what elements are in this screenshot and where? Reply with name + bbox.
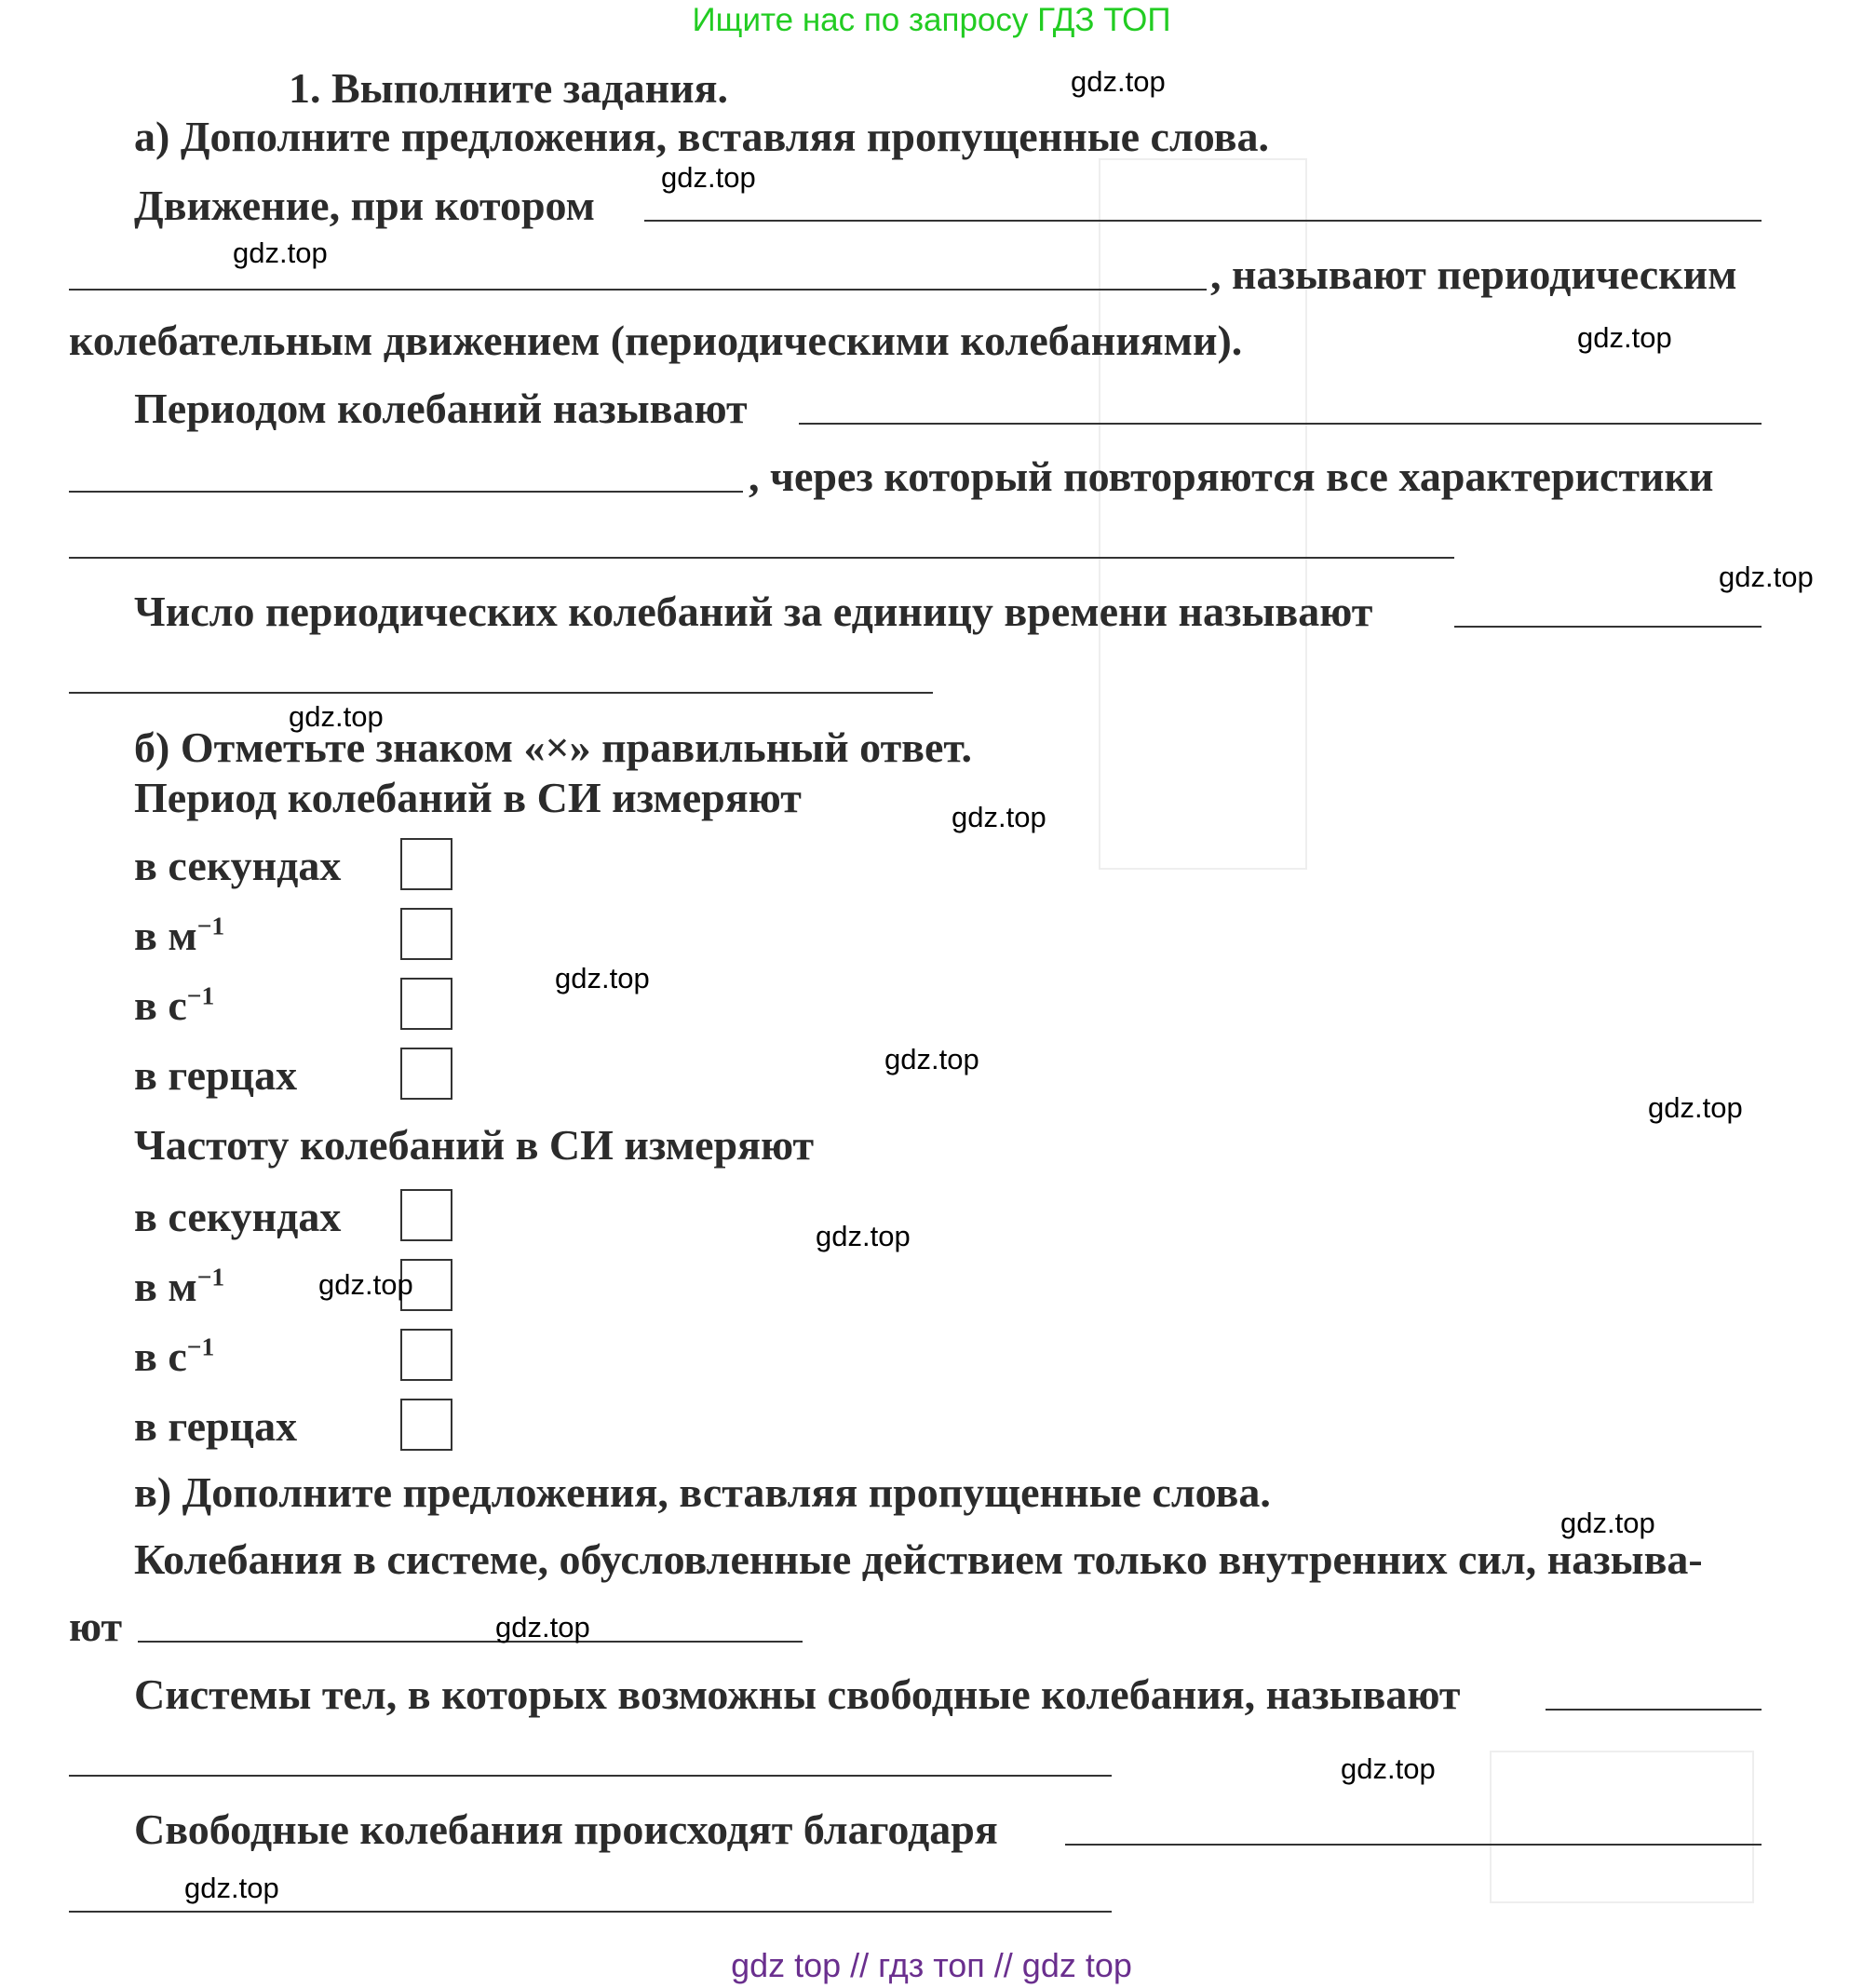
- watermark: gdz.top: [289, 700, 384, 733]
- watermark: gdz.top: [1071, 65, 1166, 98]
- blank-a4[interactable]: [69, 491, 743, 493]
- watermark: gdz.top: [184, 1872, 279, 1904]
- part-c-s1-line2: ют: [69, 1603, 123, 1650]
- part-c-heading: в) Дополните предложения, вставляя пропущенные слова.: [134, 1468, 1271, 1516]
- checkbox-period-per-second[interactable]: [400, 978, 452, 1030]
- option-label: в $м^{-1}$: [134, 1262, 225, 1310]
- watermark: gdz.top: [555, 962, 650, 994]
- watermark: gdz.top: [661, 161, 756, 194]
- watermark: gdz.top: [1341, 1752, 1436, 1785]
- promo-footer[interactable]: gdz top // гдз топ // gdz top: [731, 1946, 1132, 1984]
- option-label: в герцах: [134, 1402, 298, 1450]
- watermark: gdz.top: [1719, 561, 1814, 593]
- option-label: в герцах: [134, 1051, 298, 1099]
- bleed-through-frame: [1490, 1751, 1754, 1903]
- part-a-heading: а) Дополните предложения, вставляя пропущенные слова.: [134, 113, 1269, 160]
- part-c-s1-line1: Колебания в системе, обусловленные действием только внутренних сил, называ-: [134, 1535, 1703, 1583]
- option-label: в $м^{-1}$: [134, 911, 225, 959]
- part-a-s2-mid: , через который повторяются все характеристики: [749, 453, 1714, 500]
- checkbox-period-per-meter[interactable]: [400, 908, 452, 960]
- part-a-s3-start: Число периодических колебаний за единицу времени называют: [134, 588, 1373, 635]
- part-c-s2-start: Системы тел, в которых возможны свободные колебания, называют: [134, 1670, 1461, 1718]
- checkbox-period-seconds[interactable]: [400, 838, 452, 890]
- part-a-s1-mid: , называют периодическим: [1210, 250, 1737, 298]
- part-b-heading: б) Отметьте знаком «×» правильный ответ.: [134, 724, 973, 771]
- watermark: gdz.top: [233, 237, 328, 269]
- option-label: в $с^{-1}$: [134, 980, 215, 1029]
- promo-header[interactable]: Ищите нас по запросу ГДЗ ТОП: [692, 2, 1171, 38]
- part-a-s1-end: колебательным движением (периодическими колебаниями).: [69, 317, 1243, 364]
- checkbox-frequency-seconds[interactable]: [400, 1189, 452, 1241]
- checkbox-frequency-per-second[interactable]: [400, 1329, 452, 1381]
- blank-c3[interactable]: [69, 1775, 1112, 1777]
- blank-c5[interactable]: [69, 1911, 1112, 1913]
- watermark: gdz.top: [1577, 321, 1672, 354]
- part-a-s2-start: Периодом колебаний называют: [134, 385, 748, 432]
- watermark: gdz.top: [318, 1268, 413, 1301]
- watermark: gdz.top: [816, 1220, 911, 1252]
- part-c-s3-start: Свободные колебания происходят благодаря: [134, 1805, 998, 1853]
- blank-c1[interactable]: [138, 1641, 803, 1643]
- part-b-question-period: Период колебаний в СИ измеряют: [134, 774, 802, 821]
- option-label: в секундах: [134, 1193, 342, 1240]
- blank-a5[interactable]: [69, 557, 1454, 559]
- blank-a2[interactable]: [69, 289, 1207, 291]
- blank-a3[interactable]: [799, 423, 1762, 425]
- watermark: gdz.top: [884, 1043, 979, 1075]
- checkbox-frequency-hertz[interactable]: [400, 1399, 452, 1451]
- watermark: gdz.top: [1560, 1507, 1655, 1539]
- blank-a1[interactable]: [644, 220, 1762, 222]
- watermark: gdz.top: [1648, 1091, 1743, 1124]
- task-title-text: Выполните задания.: [331, 64, 728, 112]
- option-label: в $с^{-1}$: [134, 1332, 215, 1380]
- part-b-question-frequency: Частоту колебаний в СИ измеряют: [134, 1121, 815, 1169]
- option-label: в секундах: [134, 842, 342, 889]
- task-number: 1.: [289, 64, 321, 112]
- blank-a7[interactable]: [69, 692, 933, 694]
- part-a-s1-start: Движение, при котором: [134, 182, 595, 229]
- watermark: gdz.top: [952, 801, 1046, 833]
- checkbox-period-hertz[interactable]: [400, 1048, 452, 1100]
- blank-a6[interactable]: [1454, 626, 1762, 628]
- watermark: gdz.top: [495, 1611, 590, 1643]
- blank-c2[interactable]: [1546, 1709, 1762, 1711]
- blank-c4[interactable]: [1065, 1844, 1762, 1846]
- task-title: [289, 65, 728, 112]
